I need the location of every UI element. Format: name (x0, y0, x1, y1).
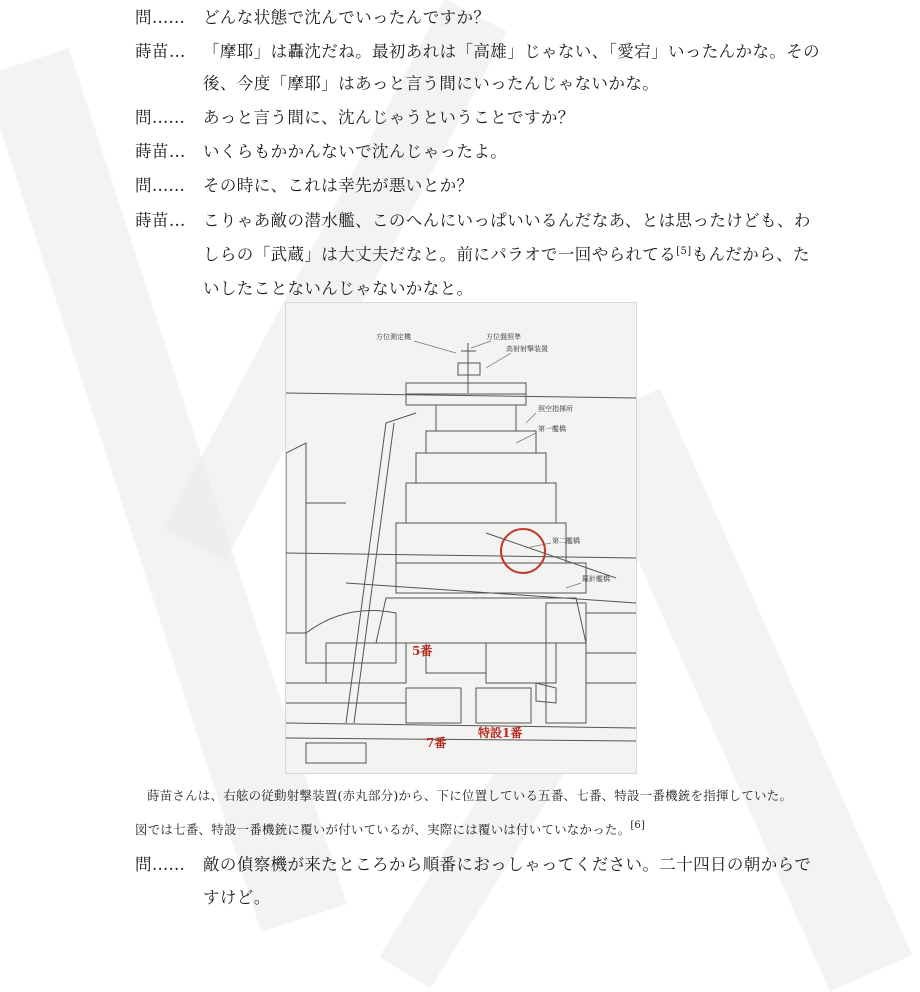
drawing-label: 照空指揮所 (538, 405, 573, 413)
footnote-ref[interactable]: [5] (676, 246, 692, 257)
dialogue-text: あっと言う間に、沈んじゃうということですか？ (203, 108, 575, 127)
drawing-label: 第二艦橋 (552, 537, 580, 545)
drawing-label: 方位測定機 (376, 333, 411, 341)
dialogue-speaker: 問…… (135, 108, 185, 127)
gun-label-7: 7番 (426, 736, 447, 750)
dialogue-speaker: 問…… (135, 176, 185, 195)
dialogue-text: 敵の偵察機が来たところから順番におっしゃってください。二十四日の朝からで (203, 855, 812, 874)
dialogue-text: 「摩耶」は轟沈だね。最初あれは「高雄」じゃない、「愛宕」いったんかな。その (203, 42, 821, 61)
dialogue-speaker: 問…… (135, 8, 185, 27)
drawing-label: 方位盤照準 (486, 333, 521, 341)
dialogue-text: どんな状態で沈んでいったんですか？ (203, 8, 491, 27)
dialogue-speaker: 蒔苗… (135, 42, 186, 61)
dialogue-text: こりゃあ敵の潜水艦、このへんにいっぱいいるんだなあ、とは思ったけども、わ (203, 211, 811, 230)
dialogue-speaker: 蒔苗… (135, 142, 186, 161)
dialogue-speaker: 蒔苗… (135, 211, 186, 230)
gun-label-5: 5番 (412, 644, 433, 658)
dialogue-text: すけど。 (203, 888, 271, 907)
footnote-ref[interactable]: [6] (630, 820, 646, 831)
dialogue-text: 後、今度「摩耶」はあっと言う間にいったんじゃないかな。 (203, 74, 660, 93)
figure-caption-line: 蒔苗さんは、右舷の従動射撃装置(赤丸部分)から、下に位置している五番、七番、特設一番機銃を指揮していた。 (147, 788, 793, 803)
figure-caption-line: 図では七番、特設一番機銃に覆いが付いているが、実際には覆いは付いていなかった。[6] (135, 820, 646, 837)
dialogue-text: いしたことないんじゃないかなと。 (203, 279, 474, 298)
dialogue-text: しらの「武蔵」は大丈夫だなと。前にパラオで一回やられてる[5]もんだから、た (203, 245, 810, 264)
dialogue-speaker: 問…… (135, 855, 185, 874)
drawing-label: 羅針艦橋 (582, 575, 610, 583)
drawing-label: 第一艦橋 (538, 425, 566, 433)
gun-label-special-1: 特設1番 (478, 726, 523, 740)
drawing-label: 高射射撃装置 (506, 345, 548, 353)
dialogue-text: その時に、これは幸先が悪いとか？ (203, 176, 474, 195)
dialogue-text: いくらもかかんないで沈んじゃったよ。 (203, 142, 508, 161)
ship-diagram-photo (285, 302, 637, 774)
